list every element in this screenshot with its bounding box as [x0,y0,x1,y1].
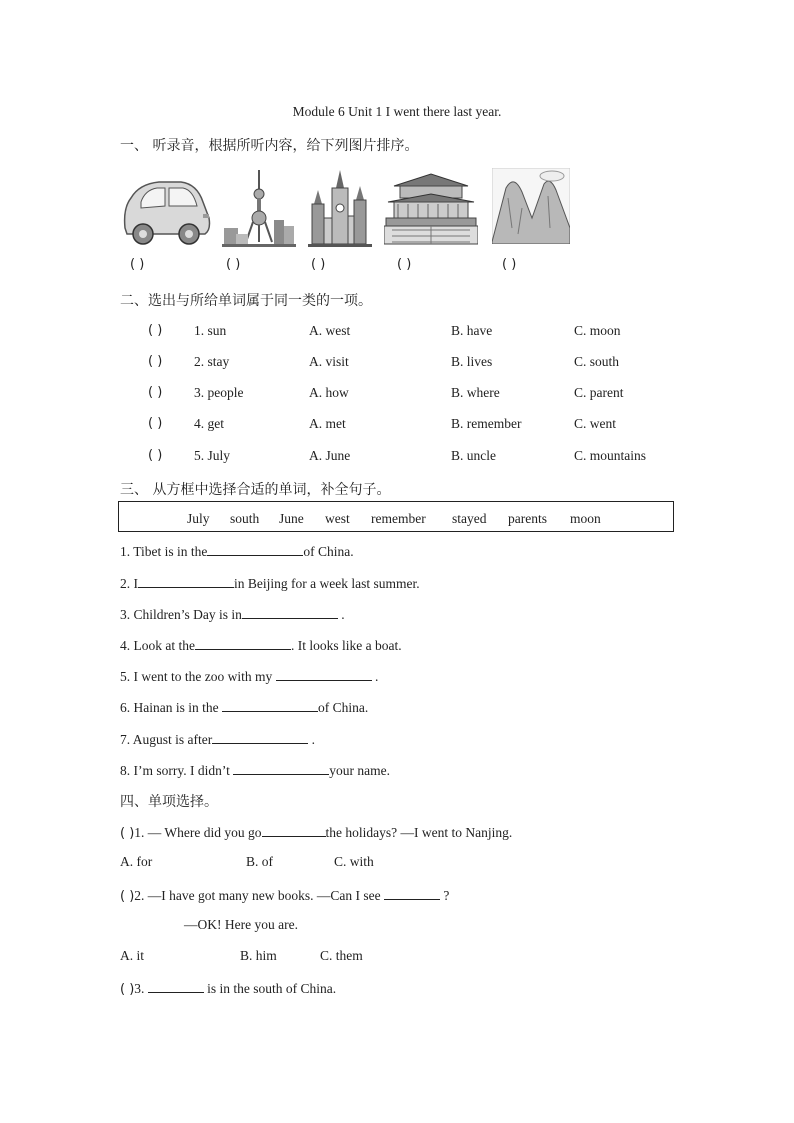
q1-option-a: A. for [120,854,153,869]
answer-blank[interactable] [242,605,338,619]
option-c: C. south [574,354,620,369]
oriental-pearl-tower-image [222,168,296,248]
answer-bracket-1[interactable]: ( ) [130,257,145,272]
answer-bracket-3[interactable]: ( ) [311,257,326,272]
word-bank-item: south [230,511,260,526]
fill-sentence: 3. Children’s Day is in . [120,607,345,622]
option-a: A. west [309,323,351,338]
option-b: B. have [451,323,493,338]
answer-paren[interactable]: ( ) [120,826,135,841]
word-bank-item: July [187,511,210,526]
given-word: 5. July [194,448,231,463]
answer-blank[interactable] [233,761,329,775]
fill-sentence: 7. August is after . [120,732,315,747]
answer-blank[interactable] [384,886,440,900]
answer-paren[interactable]: ( ) [148,385,163,400]
option-c: C. moon [574,323,621,338]
answer-blank[interactable] [138,574,234,588]
option-a: A. how [309,385,349,400]
fill-sentence: 5. I went to the zoo with my . [120,669,379,684]
fill-sentence: 2. I in Beijing for a week last summer. [120,576,420,591]
answer-bracket-2[interactable]: ( ) [226,257,241,272]
q2-option-c: C. them [320,948,363,963]
option-c: C. parent [574,385,624,400]
option-c: C. went [574,416,616,431]
answer-paren[interactable]: ( ) [120,889,135,904]
fill-sentence: 4. Look at the . It looks like a boat. [120,638,402,653]
section3-heading: 三、 从方框中选择合适的单词，补全句子。 [120,482,391,498]
q2-option-b: B. him [240,948,277,963]
option-b: B. uncle [451,448,496,463]
option-a: A. June [309,448,351,463]
word-bank-item: west [325,511,350,526]
answer-bracket-4[interactable]: ( ) [397,257,412,272]
mountains-image [492,168,570,244]
word-bank-item: June [279,511,304,526]
word-bank-item: stayed [452,511,487,526]
answer-blank[interactable] [222,698,318,712]
option-a: A. visit [309,354,349,369]
q2-reply: —OK! Here you are. [184,917,298,932]
answer-paren[interactable]: ( ) [148,354,163,369]
word-bank-item: moon [570,511,601,526]
answer-blank[interactable] [148,979,204,993]
option-b: B. where [451,385,500,400]
word-bank-item: parents [508,511,547,526]
answer-paren[interactable]: ( ) [120,982,135,997]
option-b: B. remember [451,416,522,431]
page-title: Module 6 Unit 1 I went there last year. [292,104,502,119]
fill-sentence: 1. Tibet is in the of China. [120,544,354,559]
given-word: 2. stay [194,354,230,369]
word-bank [118,501,674,532]
given-word: 4. get [194,416,224,431]
given-word: 3. people [194,385,244,400]
mc-question-3: ( )3. is in the south of China. [120,981,337,997]
palace-image [384,168,478,248]
q1-option-b: B. of [246,854,273,869]
answer-blank[interactable] [195,636,291,650]
option-c: C. mountains [574,448,647,463]
given-word: 1. sun [194,323,227,338]
mc-question-1: ( )1. — Where did you go the holidays? —I went to Nanjing. [120,825,513,841]
mc-question-2: ( )2. —I have got many new books. —Can I see ? [120,888,450,904]
section2-heading: 二、选出与所给单词属于同一类的一项。 [120,293,372,309]
castle-image [308,168,372,248]
fill-sentence: 8. I’m sorry. I didn’t your name. [120,763,390,778]
answer-paren[interactable]: ( ) [148,448,163,463]
section1-heading: 一、 听录音，根据所听内容，给下列图片排序。 [120,138,419,154]
fill-sentence: 6. Hainan is in the of China. [120,700,369,715]
answer-bracket-5[interactable]: ( ) [502,257,517,272]
answer-paren[interactable]: ( ) [148,416,163,431]
answer-paren[interactable]: ( ) [148,323,163,338]
option-a: A. met [309,416,346,431]
word-bank-item: remember [371,511,426,526]
car-image [119,168,213,248]
q1-option-c: C. with [334,854,374,869]
q2-option-a: A. it [120,948,145,963]
section4-heading: 四、单项选择。 [120,794,218,810]
answer-blank[interactable] [207,542,303,556]
answer-blank[interactable] [276,667,372,681]
answer-blank[interactable] [212,730,308,744]
option-b: B. lives [451,354,493,369]
answer-blank[interactable] [262,823,326,837]
